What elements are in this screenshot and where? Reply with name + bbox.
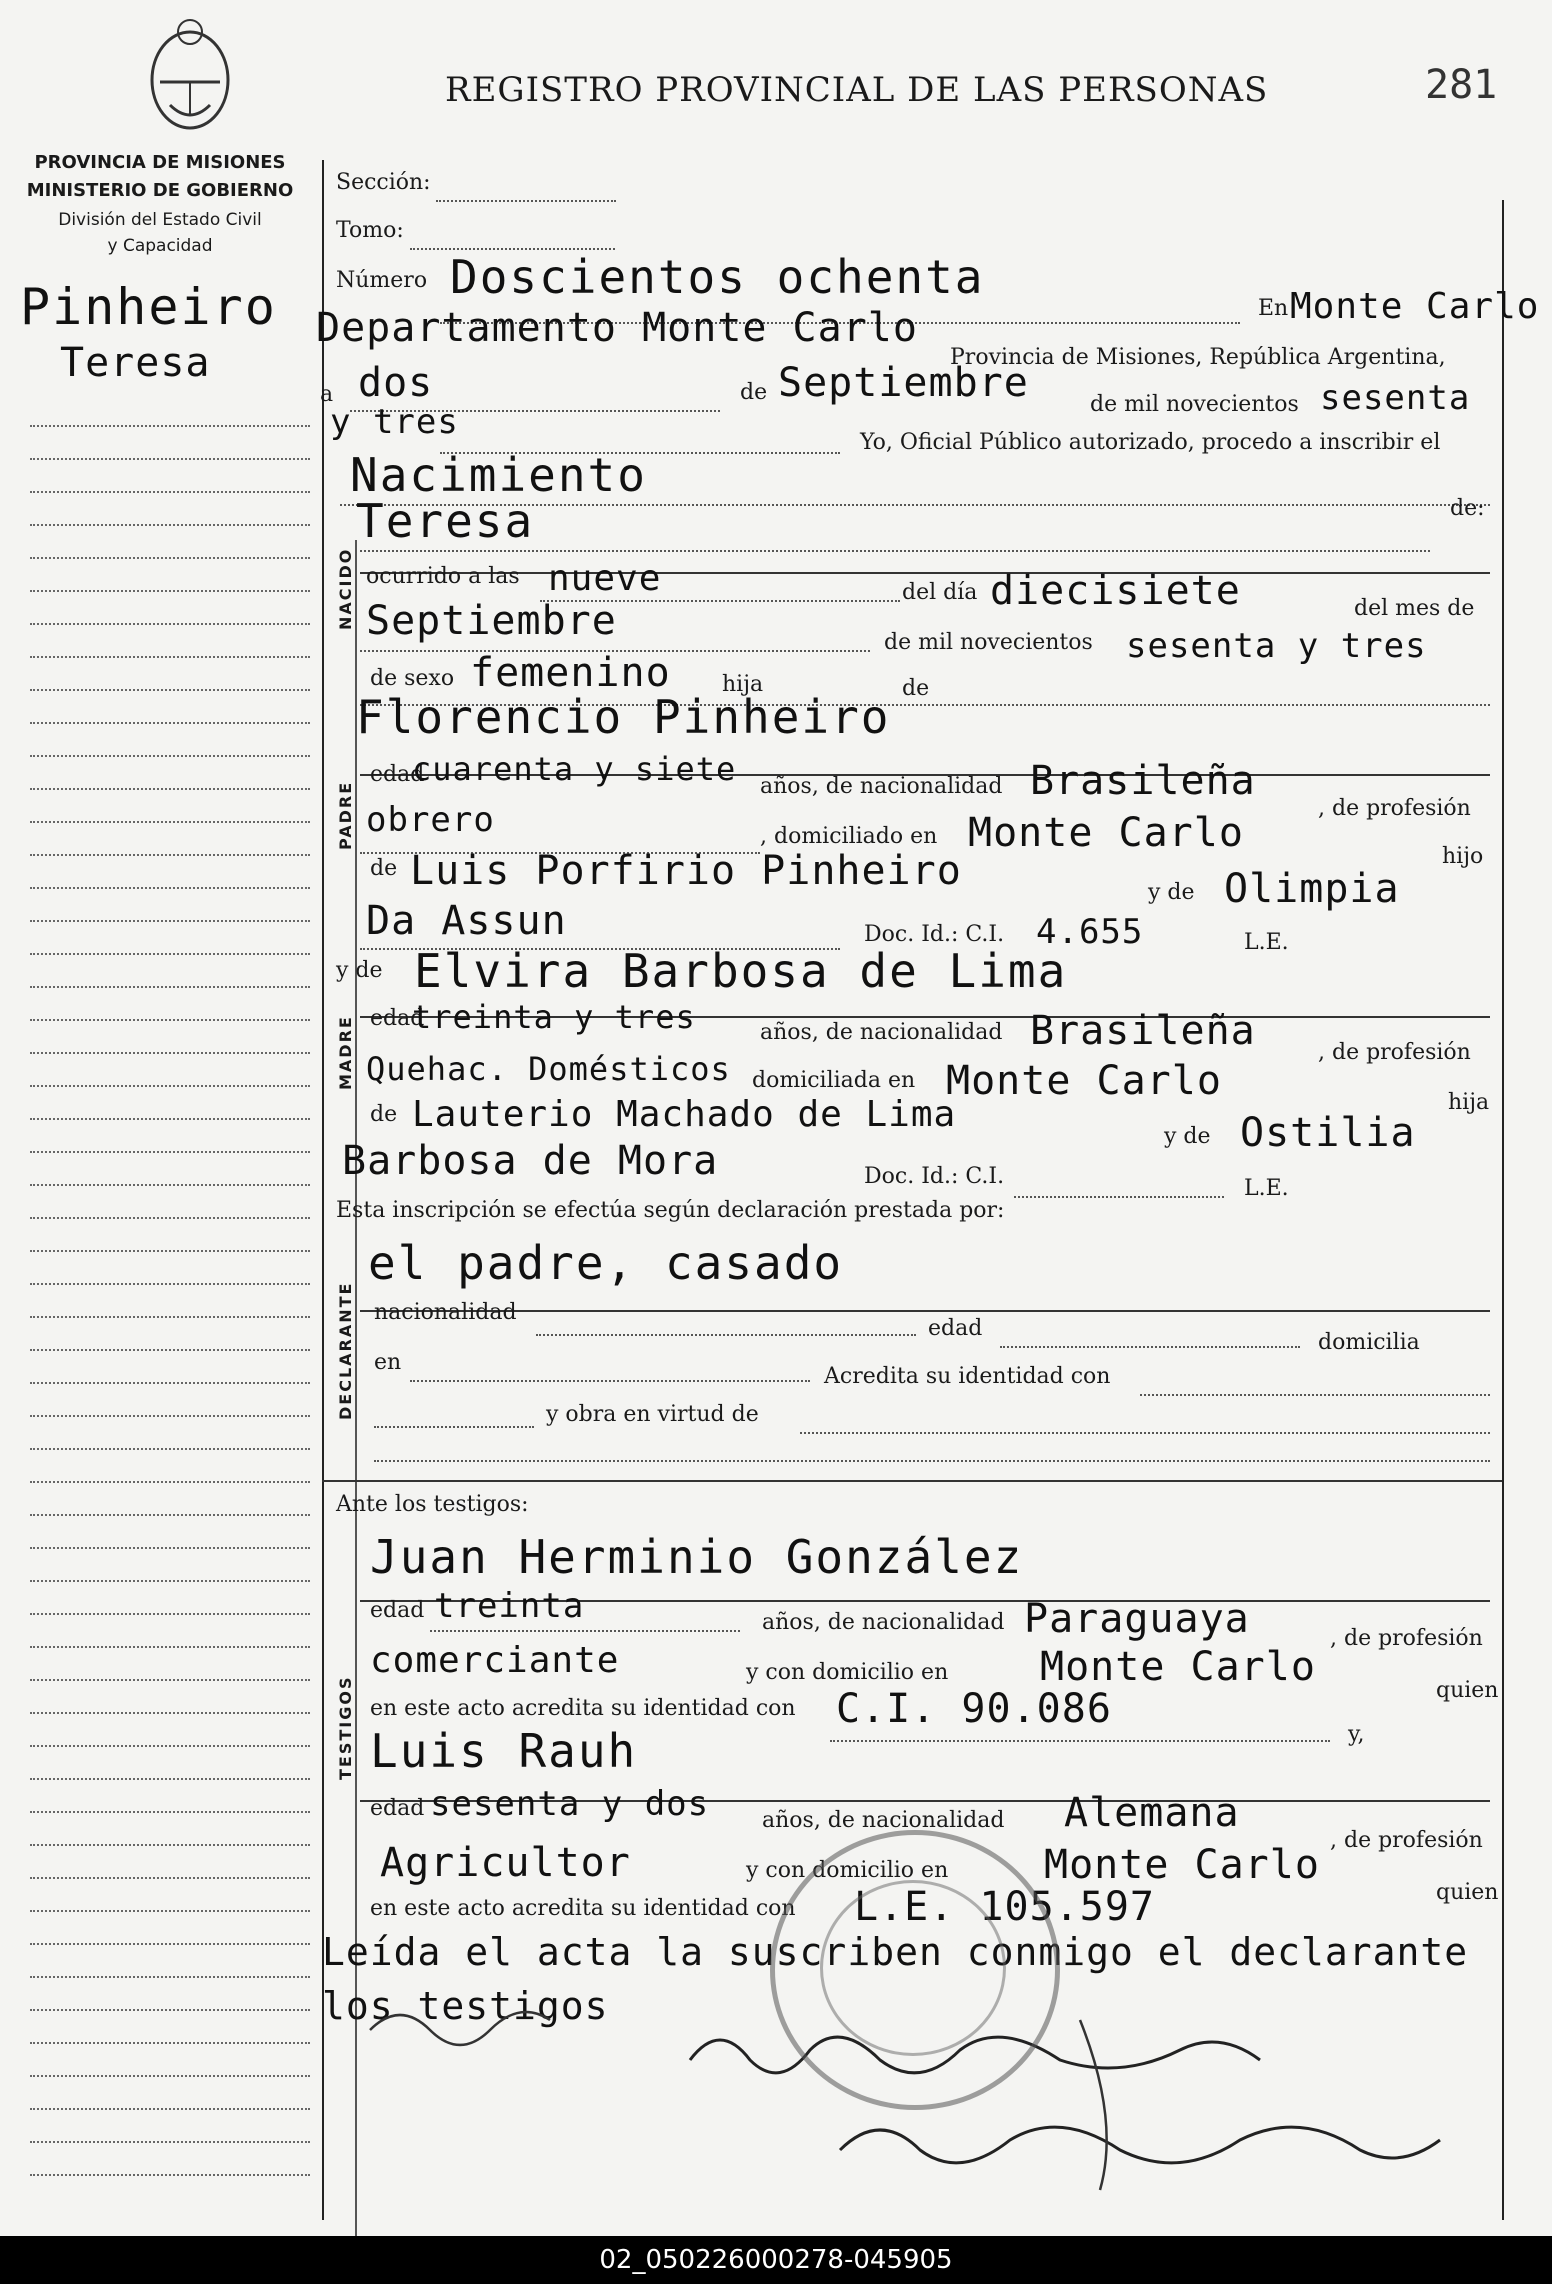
t2-con-domicilio-label: y con domicilio en — [746, 1858, 949, 1883]
margin-rule-line — [30, 887, 310, 889]
t1-doc-line — [830, 1740, 1330, 1742]
madre-domicilio: Monte Carlo — [946, 1058, 1222, 1104]
testigo1-doc: C.I. 90.086 — [836, 1686, 1112, 1732]
de-mil2-label: de mil novecientos — [884, 630, 1093, 655]
decl-domicilia-label: domicilia — [1318, 1330, 1420, 1355]
padre-de-label: de — [370, 856, 398, 881]
madre-profesion: Quehac. Domésticos — [366, 1050, 731, 1088]
margin-rule-line — [30, 1217, 310, 1219]
numero-value: Doscientos ochenta — [450, 250, 985, 304]
seccion-label: Sección: — [336, 170, 431, 195]
margin-rule-line — [30, 1349, 310, 1351]
t1-y-label: y, — [1348, 1722, 1365, 1747]
margin-rule-line — [30, 1481, 310, 1483]
section-divider — [355, 540, 357, 2236]
testigo1-domicilio: Monte Carlo — [1040, 1644, 1316, 1690]
testigo2-doc: L.E. 105.597 — [854, 1884, 1155, 1930]
padre-nombre: Florencio Pinheiro — [356, 690, 891, 744]
obra-line — [800, 1432, 1490, 1434]
margin-surname: Pinheiro — [20, 278, 277, 336]
padre-domicilio: Monte Carlo — [968, 810, 1244, 856]
margin-rule-line — [30, 1547, 310, 1549]
seccion-line — [436, 200, 616, 202]
nacido-sexo: femenino — [470, 650, 671, 696]
madre-padre: Lauterio Machado de Lima — [412, 1094, 957, 1135]
domiciliado-label: , domiciliado en — [760, 824, 938, 849]
org-line-3: División del Estado Civil — [58, 210, 262, 230]
departamento-value: Departamento Monte Carlo — [316, 305, 918, 351]
nacido-nombre: Teresa — [356, 494, 535, 548]
en-label: En — [1258, 296, 1289, 321]
nacido-anio: sesenta y tres — [1126, 626, 1427, 666]
side-label-declarante: DECLARANTE — [336, 1281, 355, 1420]
margin-rule-line — [30, 1085, 310, 1087]
image-id-bar — [0, 2236, 1552, 2284]
padre-y-de-label: y de — [1148, 880, 1195, 905]
yo-oficial-label: Yo, Oficial Público autorizado, procedo a inscribir el — [860, 430, 1441, 455]
padre-nacionalidad: Brasileña — [1030, 758, 1256, 804]
margin-rule-line — [30, 1811, 310, 1813]
obra-label: y obra en virtud de — [546, 1402, 759, 1427]
margin-rule-line — [30, 1415, 310, 1417]
madre-madre-nombre: Ostilia — [1240, 1110, 1416, 1156]
margin-rule-line — [30, 2108, 310, 2110]
madre-de-label: de — [370, 1102, 398, 1127]
margin-rule-line — [30, 425, 310, 427]
margin-rule-line — [30, 1151, 310, 1153]
anio2-value: y tres — [330, 402, 459, 442]
margin-rule-line — [30, 1382, 310, 1384]
testigo2-profesion: Agricultor — [380, 1840, 631, 1886]
testigo1-nombre: Juan Herminio González — [370, 1530, 1024, 1584]
provincia-label: Provincia de Misiones, República Argentina, — [950, 345, 1446, 370]
t2-anos-label: años, de nacionalidad — [762, 1808, 1005, 1833]
margin-given-name: Teresa — [60, 340, 211, 386]
de-mil-label: de mil novecientos — [1090, 392, 1299, 417]
t1-acredita-label: en este acto acredita su identidad con — [370, 1696, 796, 1721]
margin-rule-line — [30, 1976, 310, 1978]
margin-rule-line — [30, 491, 310, 493]
madre-madre-apellido: Barbosa de Mora — [342, 1138, 719, 1184]
testigo2-nacionalidad: Alemana — [1064, 1790, 1240, 1836]
decl-en-label: en — [374, 1350, 402, 1375]
padre-edad: cuarenta y siete — [412, 750, 737, 788]
tomo-label: Tomo: — [336, 218, 404, 243]
coat-of-arms-icon — [140, 10, 240, 135]
margin-rule-line — [30, 1250, 310, 1252]
closing-line-2: los testigos — [322, 1984, 609, 2028]
folio-number: 281 — [1425, 62, 1498, 108]
margin-rule-line — [30, 689, 310, 691]
acredita-line — [1140, 1394, 1490, 1396]
margin-rule-line — [30, 953, 310, 955]
declarante-bottom-rule — [322, 1480, 1502, 1482]
nacido-nombre-line — [360, 550, 1430, 552]
dia-value: dos — [358, 360, 434, 406]
margin-rule-line — [30, 458, 310, 460]
declarante-texto: el padre, casado — [368, 1236, 844, 1290]
tipo-value: Nacimiento — [350, 448, 647, 502]
madre-doc-label: Doc. Id.: C.I. — [864, 1164, 1005, 1189]
t2-quien-label: quien — [1436, 1880, 1499, 1905]
margin-rule-line — [30, 1712, 310, 1714]
official-seal-inner — [820, 1880, 1006, 2056]
decl-nac-line — [536, 1334, 916, 1336]
margin-rule-line — [30, 656, 310, 658]
margin-rule-line — [30, 854, 310, 856]
t2-profesion-label: , de profesión — [1330, 1828, 1483, 1853]
madre-edad: treinta y tres — [412, 998, 696, 1036]
testigo1-edad: treinta — [434, 1586, 585, 1626]
t2-edad-label: edad — [370, 1796, 425, 1821]
org-line-4: y Capacidad — [107, 236, 213, 256]
margin-rule-line — [30, 986, 310, 988]
madre-le-label: L.E. — [1244, 1176, 1289, 1201]
margin-rule-line — [30, 557, 310, 559]
testigo2-edad: sesenta y dos — [430, 1784, 710, 1824]
side-label-nacido: NACIDO — [336, 547, 355, 630]
de2-label: de — [902, 676, 930, 701]
margin-rule-line — [30, 1514, 310, 1516]
right-border — [1502, 200, 1504, 2220]
margin-rule-line — [30, 788, 310, 790]
anio-value: sesenta — [1320, 378, 1471, 418]
side-label-testigos: TESTIGOS — [336, 1675, 355, 1780]
margin-rule-line — [30, 1283, 310, 1285]
mes-value: Septiembre — [778, 360, 1029, 406]
padre-madre-apellido: Da Assun — [366, 898, 567, 944]
testigo1-nacionalidad: Paraguaya — [1024, 1596, 1250, 1642]
en-value: Monte Carlo — [1290, 286, 1540, 327]
margin-rule-line — [30, 2174, 310, 2176]
margin-rule-line — [30, 1052, 310, 1054]
t1-con-domicilio-label: y con domicilio en — [746, 1660, 949, 1685]
madre-edad-label: edad — [370, 1006, 425, 1031]
padre-edad-label: edad — [370, 762, 425, 787]
nacido-mes: Septiembre — [366, 598, 617, 644]
image-id-text: 02_050226000278-045905 — [599, 2245, 953, 2275]
margin-rule-line — [30, 1844, 310, 1846]
a-label: a — [320, 382, 334, 407]
t1-anos-label: años, de nacionalidad — [762, 1610, 1005, 1635]
margin-rule-line — [30, 1943, 310, 1945]
margin-rule-line — [30, 1778, 310, 1780]
testigo1-profesion: comerciante — [370, 1640, 620, 1681]
padre-anos-label: años, de nacionalidad — [760, 774, 1003, 799]
margin-rule-line — [30, 821, 310, 823]
de-sexo-label: de sexo — [370, 666, 455, 691]
declaracion-label: Esta inscripción se efectúa según declaración prestada por: — [336, 1198, 1005, 1223]
hija-label: hija — [722, 672, 764, 697]
margin-rule-line — [30, 1745, 310, 1747]
padre-doc-num: 4.655 — [1036, 912, 1144, 952]
margin-rule-line — [30, 755, 310, 757]
margin-rule-line — [30, 2075, 310, 2077]
side-label-madre: MADRE — [336, 1015, 355, 1090]
testigo2-nombre: Luis Rauh — [370, 1724, 638, 1778]
left-border — [322, 160, 324, 2220]
madre-anos-label: años, de nacionalidad — [760, 1020, 1003, 1045]
margin-rule-line — [30, 1910, 310, 1912]
margin-rule-line — [30, 920, 310, 922]
madre-doc-line — [1014, 1196, 1224, 1198]
margin-rule-line — [30, 590, 310, 592]
decl-edad-line — [1000, 1346, 1300, 1348]
ocurrido-label: ocurrido a las — [366, 564, 520, 589]
testigos-label: Ante los testigos: — [336, 1492, 529, 1517]
margin-rule-line — [30, 1019, 310, 1021]
t1-profesion-label: , de profesión — [1330, 1626, 1483, 1651]
decl-en-line — [410, 1380, 810, 1382]
margin-rule-line — [30, 2009, 310, 2011]
t1-quien-label: quien — [1436, 1678, 1499, 1703]
margin-rule-line — [30, 1613, 310, 1615]
margin-rule-line — [30, 1679, 310, 1681]
nacido-rule — [360, 572, 1490, 574]
madre-nacionalidad: Brasileña — [1030, 1008, 1256, 1054]
hija2-label: hija — [1448, 1090, 1490, 1115]
margin-rule-line — [30, 722, 310, 724]
page-title: REGISTRO PROVINCIAL DE LAS PERSONAS — [445, 70, 1269, 110]
margin-rule-line — [30, 1184, 310, 1186]
margin-rule-line — [30, 1877, 310, 1879]
closing-line-1: Leída el acta la suscriben conmigo el declarante — [322, 1930, 1469, 1974]
side-label-padre: PADRE — [336, 780, 355, 850]
margin-rule-line — [30, 1316, 310, 1318]
de-label: de — [740, 380, 768, 405]
margin-rule-line — [30, 1448, 310, 1450]
de-colon-label: de: — [1450, 496, 1485, 521]
declarante-rule — [360, 1310, 1490, 1312]
margin-rule-line — [30, 623, 310, 625]
padre-profesion: obrero — [366, 800, 495, 840]
testigo2-domicilio: Monte Carlo — [1044, 1842, 1320, 1888]
margin-rule-line — [30, 524, 310, 526]
margin-rule-line — [30, 1646, 310, 1648]
org-line-2: MINISTERIO DE GOBIERNO — [26, 180, 294, 201]
numero-label: Número — [336, 268, 428, 293]
padre-padre: Luis Porfirio Pinheiro — [410, 848, 962, 894]
madre-y-de-label: y de — [336, 958, 383, 983]
nacido-dia: diecisiete — [990, 568, 1241, 614]
padre-profesion-label: , de profesión — [1318, 796, 1471, 821]
del-mes-label: del mes de — [1354, 596, 1475, 621]
del-dia-label: del día — [902, 580, 978, 605]
obra-pre-line — [374, 1426, 534, 1428]
margin-rule-line — [30, 2042, 310, 2044]
decl-extra-line — [374, 1460, 1490, 1462]
margin-rule-line — [30, 1580, 310, 1582]
hijo-label: hijo — [1442, 844, 1484, 869]
nacido-hora: nueve — [548, 558, 662, 599]
madre-y-de2-label: y de — [1164, 1124, 1211, 1149]
decl-nacionalidad-label: nacionalidad — [374, 1300, 517, 1325]
madre-nombre: Elvira Barbosa de Lima — [414, 944, 1068, 998]
t1-edad-label: edad — [370, 1598, 425, 1623]
margin-rule-line — [30, 2141, 310, 2143]
t1-edad-line — [430, 1630, 740, 1632]
margin-rule-line — [30, 1118, 310, 1120]
org-line-1: PROVINCIA DE MISIONES — [34, 152, 286, 173]
t2-acredita-label: en este acto acredita su identidad con — [370, 1896, 796, 1921]
domiciliada-label: domiciliada en — [752, 1068, 916, 1093]
padre-madre-nombre: Olimpia — [1224, 866, 1400, 912]
padre-le-label: L.E. — [1244, 930, 1289, 955]
padre-doc-label: Doc. Id.: C.I. — [864, 922, 1005, 947]
decl-edad-label: edad — [928, 1316, 983, 1341]
madre-profesion-label: , de profesión — [1318, 1040, 1471, 1065]
acredita-label: Acredita su identidad con — [824, 1364, 1111, 1389]
